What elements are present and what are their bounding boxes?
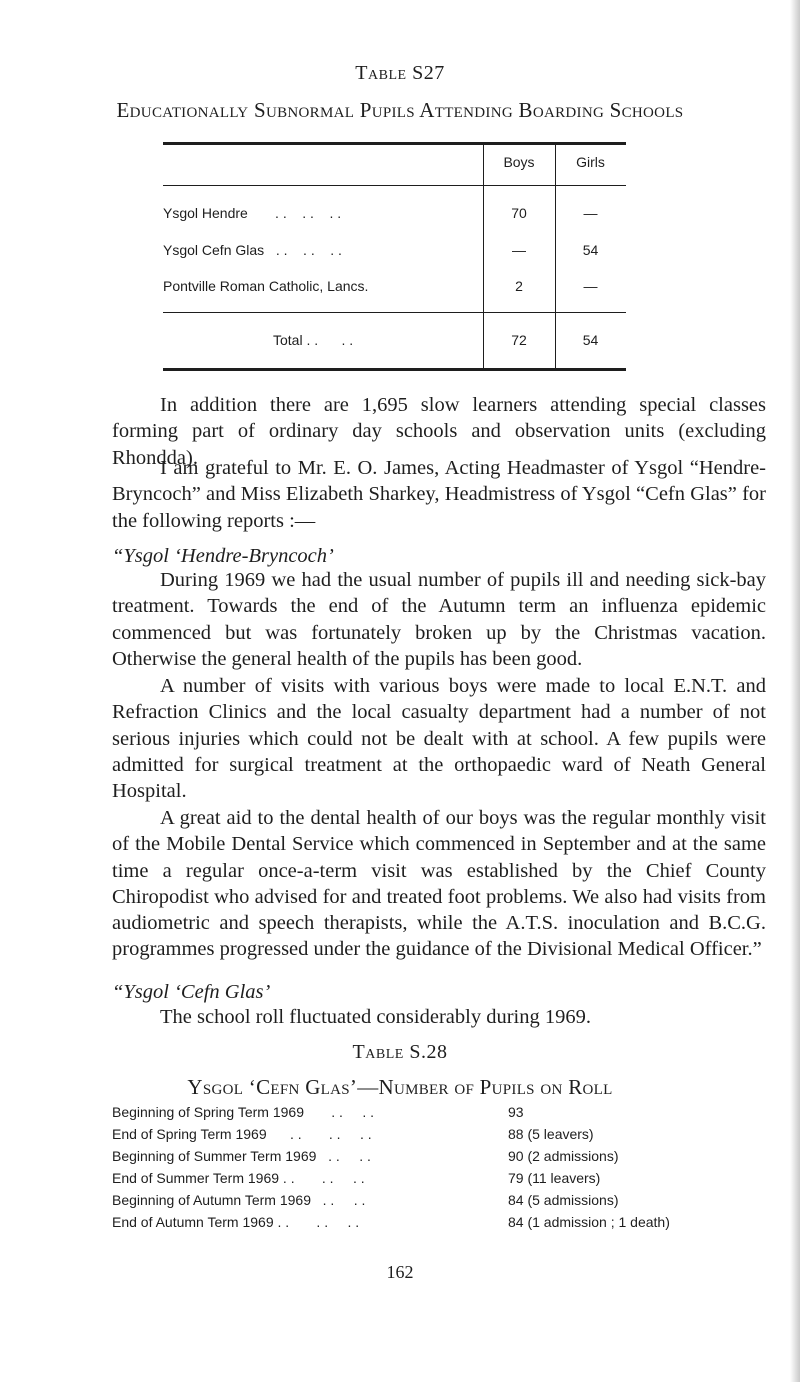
row-girls-value: 54 xyxy=(582,242,599,258)
row-value: 90 (2 admissions) xyxy=(508,1148,619,1164)
total-label: Total . . . . xyxy=(273,332,354,348)
row-label: Beginning of Spring Term 1969 . . . . xyxy=(112,1104,374,1120)
row-label: Ysgol Hendre . . . . . . xyxy=(163,205,342,221)
paragraph-hendre-visits: A number of visits with various boys were made to local E.N.T. and Refraction Clinics and the local casualty department had a number of not serious injuries which could not be dealt with at school. A few pupils were admitted for surgical treatment at the orthopaedic ward of Neath General Hospital. xyxy=(112,675,766,803)
paragraph-hendre-dental: A great aid to the dental health of our boys was the regular monthly visit of the Mobile Dental Service which commenced in September and at the same time a regular once-a-term visit was established by the Chief County Chiropodist who advised for and treated foot problems. We also had visits from audiometric and speech therapists, while the A.T.S. inoculation and B.C.G. programmes progressed under the guidance of the Divisional Medical Officer.” xyxy=(112,807,766,961)
table-header-rule xyxy=(163,185,626,186)
table-row xyxy=(112,1192,752,1212)
paragraph-hendre-health: During 1969 we had the usual number of pupils ill and needing sick-bay treatment. Towards the end of the Autumn term an influenza epidemic commenced but was fortunately broken up by the Christmas vacation. Otherwise the general health of the pupils has been good. xyxy=(112,569,766,670)
column-header-boys: Boys xyxy=(503,154,535,170)
row-boys-value: — xyxy=(512,242,526,258)
row-label: Beginning of Summer Term 1969 . . . . xyxy=(112,1148,371,1164)
table-row xyxy=(112,1170,752,1190)
row-label: Beginning of Autumn Term 1969 . . . . xyxy=(112,1192,366,1208)
report-heading-cefn-glas: “Ysgol ‘Cefn Glas’ xyxy=(112,981,271,1003)
report-heading-hendre: “Ysgol ‘Hendre-Bryncoch’ xyxy=(112,545,334,567)
page-number: 162 xyxy=(386,1262,414,1282)
table-total-row xyxy=(163,332,626,352)
row-value: 84 (1 admission ; 1 death) xyxy=(508,1214,670,1230)
row-girls-value: — xyxy=(583,278,598,294)
total-boys-value: 72 xyxy=(511,332,527,348)
row-value: 93 xyxy=(508,1104,524,1120)
page-edge-shadow xyxy=(790,0,800,1382)
row-label: Ysgol Cefn Glas . . . . . . xyxy=(163,242,342,258)
row-boys-value: 70 xyxy=(511,205,527,221)
paragraph-acknowledgement: I am grateful to Mr. E. O. James, Acting Headmaster of Ysgol “Hendre-Bryncoch” and Miss Elizabeth Sharkey, Headmistress of Ysgol “Cefn Glas” for the following reports :— xyxy=(112,457,766,532)
row-girls-value: — xyxy=(583,205,598,221)
row-label: End of Autumn Term 1969 . . . . . . xyxy=(112,1214,360,1230)
table-bottom-rule xyxy=(163,368,626,371)
row-value: 84 (5 admissions) xyxy=(508,1192,619,1208)
table-row xyxy=(112,1148,752,1168)
column-header-girls: Girls xyxy=(576,154,605,170)
table-row xyxy=(112,1126,752,1146)
table-row xyxy=(163,205,626,225)
row-value: 79 (11 leavers) xyxy=(508,1170,601,1186)
table-total-rule xyxy=(163,312,626,313)
table-s27-subtitle: Educationally Subnormal Pupils Attending Boarding Schools xyxy=(116,98,684,122)
table-row xyxy=(112,1214,752,1234)
table-s28-subtitle: Ysgol ‘Cefn Glas’—Number of Pupils on Roll xyxy=(187,1075,613,1099)
table-s27 xyxy=(163,142,626,372)
paragraph-slow-learners: In addition there are 1,695 slow learners attending special classes forming part of ordinary day schools and observation units (excluding Rhondda). xyxy=(112,394,766,469)
table-s28-title: Table S.28 xyxy=(352,1041,448,1063)
total-girls-value: 54 xyxy=(582,332,599,348)
paragraph-cefn-glas-roll: The school roll fluctuated considerably during 1969. xyxy=(160,1006,591,1028)
table-row xyxy=(112,1104,752,1124)
table-top-rule xyxy=(163,142,626,145)
row-boys-value: 2 xyxy=(515,278,523,294)
row-label: End of Spring Term 1969 . . . . . . xyxy=(112,1126,372,1142)
row-value: 88 (5 leavers) xyxy=(508,1126,594,1142)
row-label: End of Summer Term 1969 . . . . . . xyxy=(112,1170,365,1186)
table-row xyxy=(163,278,626,298)
table-row xyxy=(163,242,626,262)
row-label: Pontville Roman Catholic, Lancs. xyxy=(163,278,369,294)
table-s27-title: Table S27 xyxy=(355,62,445,84)
